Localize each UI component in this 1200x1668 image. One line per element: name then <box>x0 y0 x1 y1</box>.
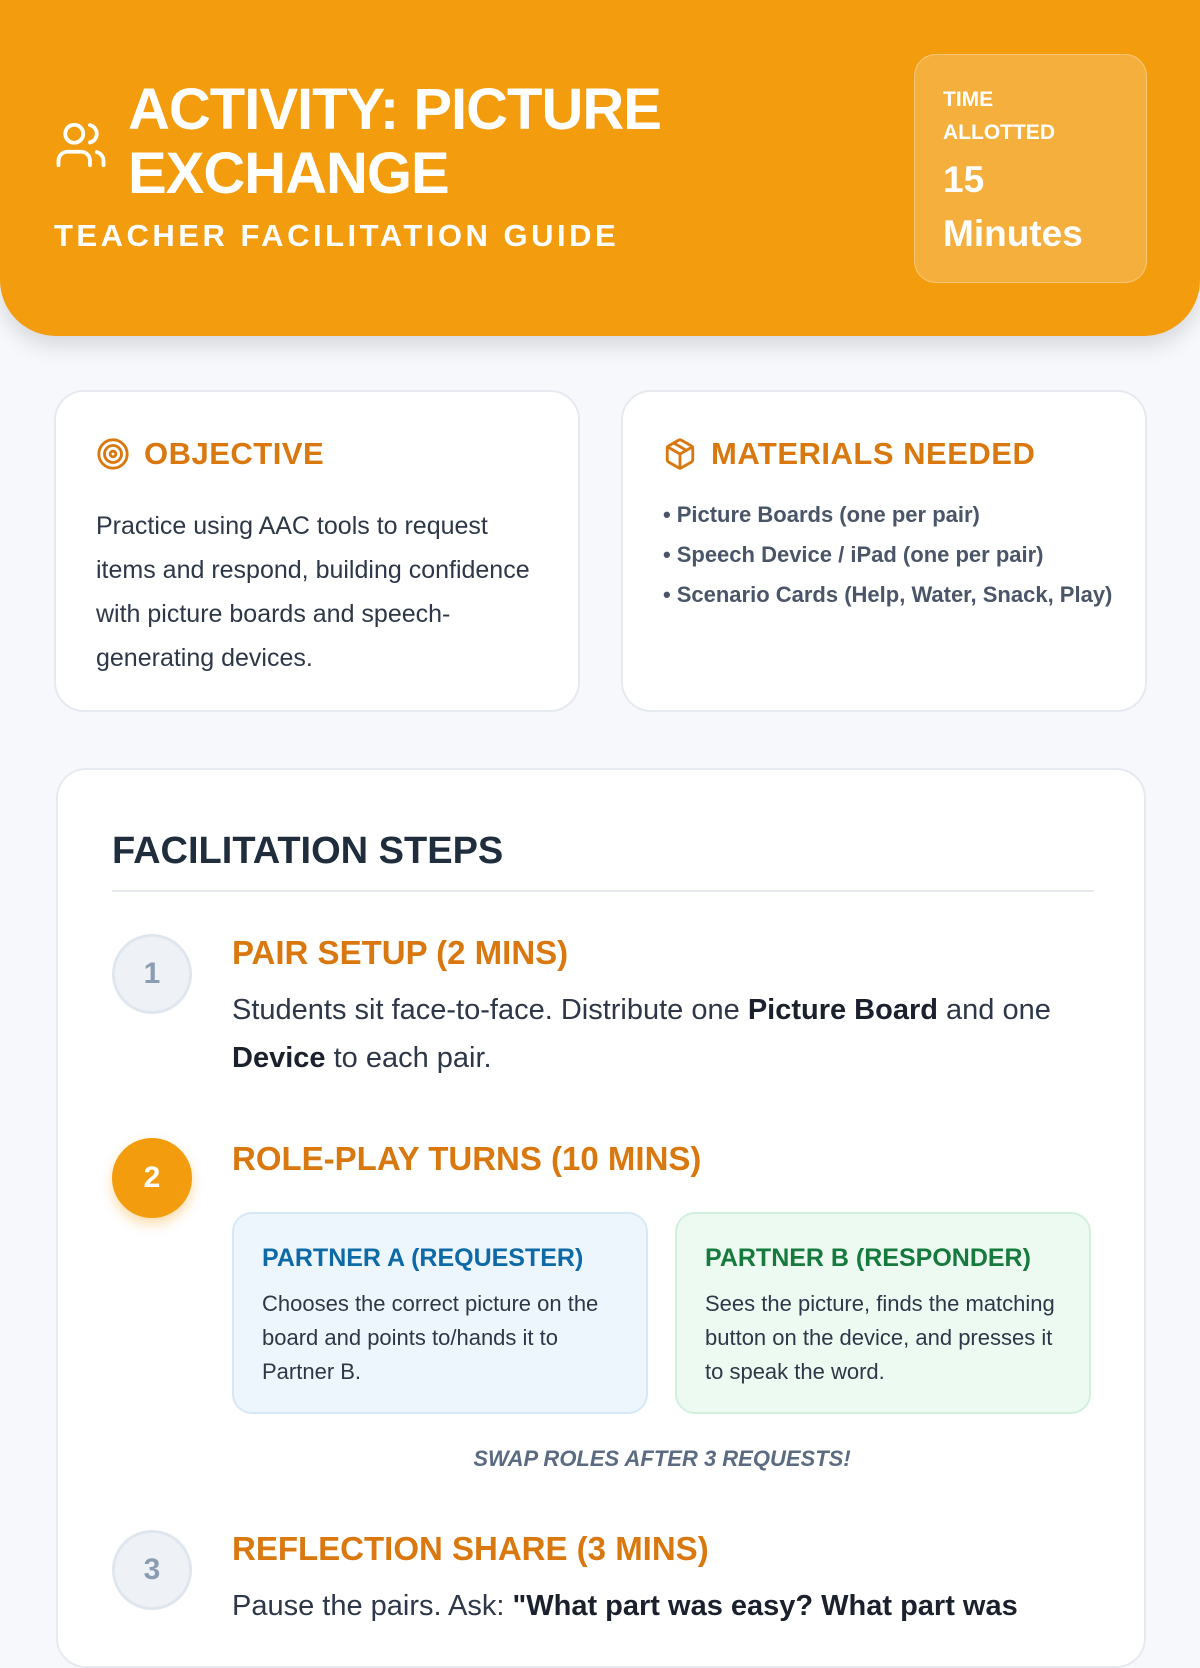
step-number-2: 2 <box>112 1138 192 1218</box>
materials-list <box>663 498 1118 618</box>
partner-b-title: PARTNER B (RESPONDER) <box>705 1244 1031 1272</box>
step-heading-1: PAIR SETUP (2 MINS) <box>232 934 569 971</box>
divider <box>112 890 1094 892</box>
step-body-text: Pause the pairs. Ask: <box>232 1590 513 1622</box>
objective-title: OBJECTIVE <box>144 436 325 471</box>
facilitation-steps-card <box>56 768 1146 1668</box>
partner-b-text: Sees the picture, finds the matching button on the device, and presses it to speak the word. <box>705 1291 1055 1384</box>
materials-item: • Scenario Cards (Help, Water, Snack, Play) <box>663 578 1118 611</box>
step-body-3 <box>232 1582 1102 1630</box>
materials-card <box>621 390 1147 712</box>
step-body-bold: Device <box>232 1042 326 1074</box>
step-body-text: to each pair. <box>325 1042 492 1074</box>
materials-item: • Speech Device / iPad (one per pair) <box>663 538 1118 571</box>
step-body-text: and one <box>937 994 1051 1026</box>
users-icon <box>54 118 108 172</box>
objective-card <box>54 390 580 712</box>
step-heading-2: ROLE-PLAY TURNS (10 MINS) <box>232 1140 702 1177</box>
step-body-1 <box>232 986 1102 1082</box>
step-body-text: Students sit face-to-face. Distribute one <box>232 994 748 1026</box>
step-body-bold: "What part was easy? What part was <box>512 1590 1018 1622</box>
step-number-1: 1 <box>112 934 192 1014</box>
materials-title-row <box>663 436 1035 472</box>
step-heading-3: REFLECTION SHARE (3 MINS) <box>232 1530 709 1567</box>
time-allotted-box <box>914 54 1147 283</box>
partner-a-title: PARTNER A (REQUESTER) <box>262 1244 584 1272</box>
time-value: 15 Minutes <box>943 159 1083 254</box>
steps-title: FACILITATION STEPS <box>112 830 504 872</box>
partner-b-box <box>675 1212 1091 1414</box>
step-number-3: 3 <box>112 1530 192 1610</box>
step-body-bold: Picture Board <box>747 994 938 1026</box>
partner-a-text: Chooses the correct picture on the board and points to/hands it to Partner B. <box>262 1291 599 1384</box>
page-header <box>0 0 1200 336</box>
target-icon <box>96 437 130 471</box>
materials-item: • Picture Boards (one per pair) <box>663 498 1118 531</box>
page-subtitle: TEACHER FACILITATION GUIDE <box>54 218 620 253</box>
objective-text: Practice using AAC tools to request items and respond, building confidence with picture boards and speech-generating devices. <box>96 512 530 672</box>
materials-title: MATERIALS NEEDED <box>711 436 1036 471</box>
time-label: TIME ALLOTTED <box>943 88 1055 144</box>
partner-a-box <box>232 1212 648 1414</box>
page-title: ACTIVITY: PICTURE EXCHANGE <box>128 77 661 206</box>
objective-title-row <box>96 436 324 472</box>
swap-roles-note: SWAP ROLES AFTER 3 REQUESTS! <box>473 1446 851 1471</box>
box-icon <box>663 437 697 471</box>
